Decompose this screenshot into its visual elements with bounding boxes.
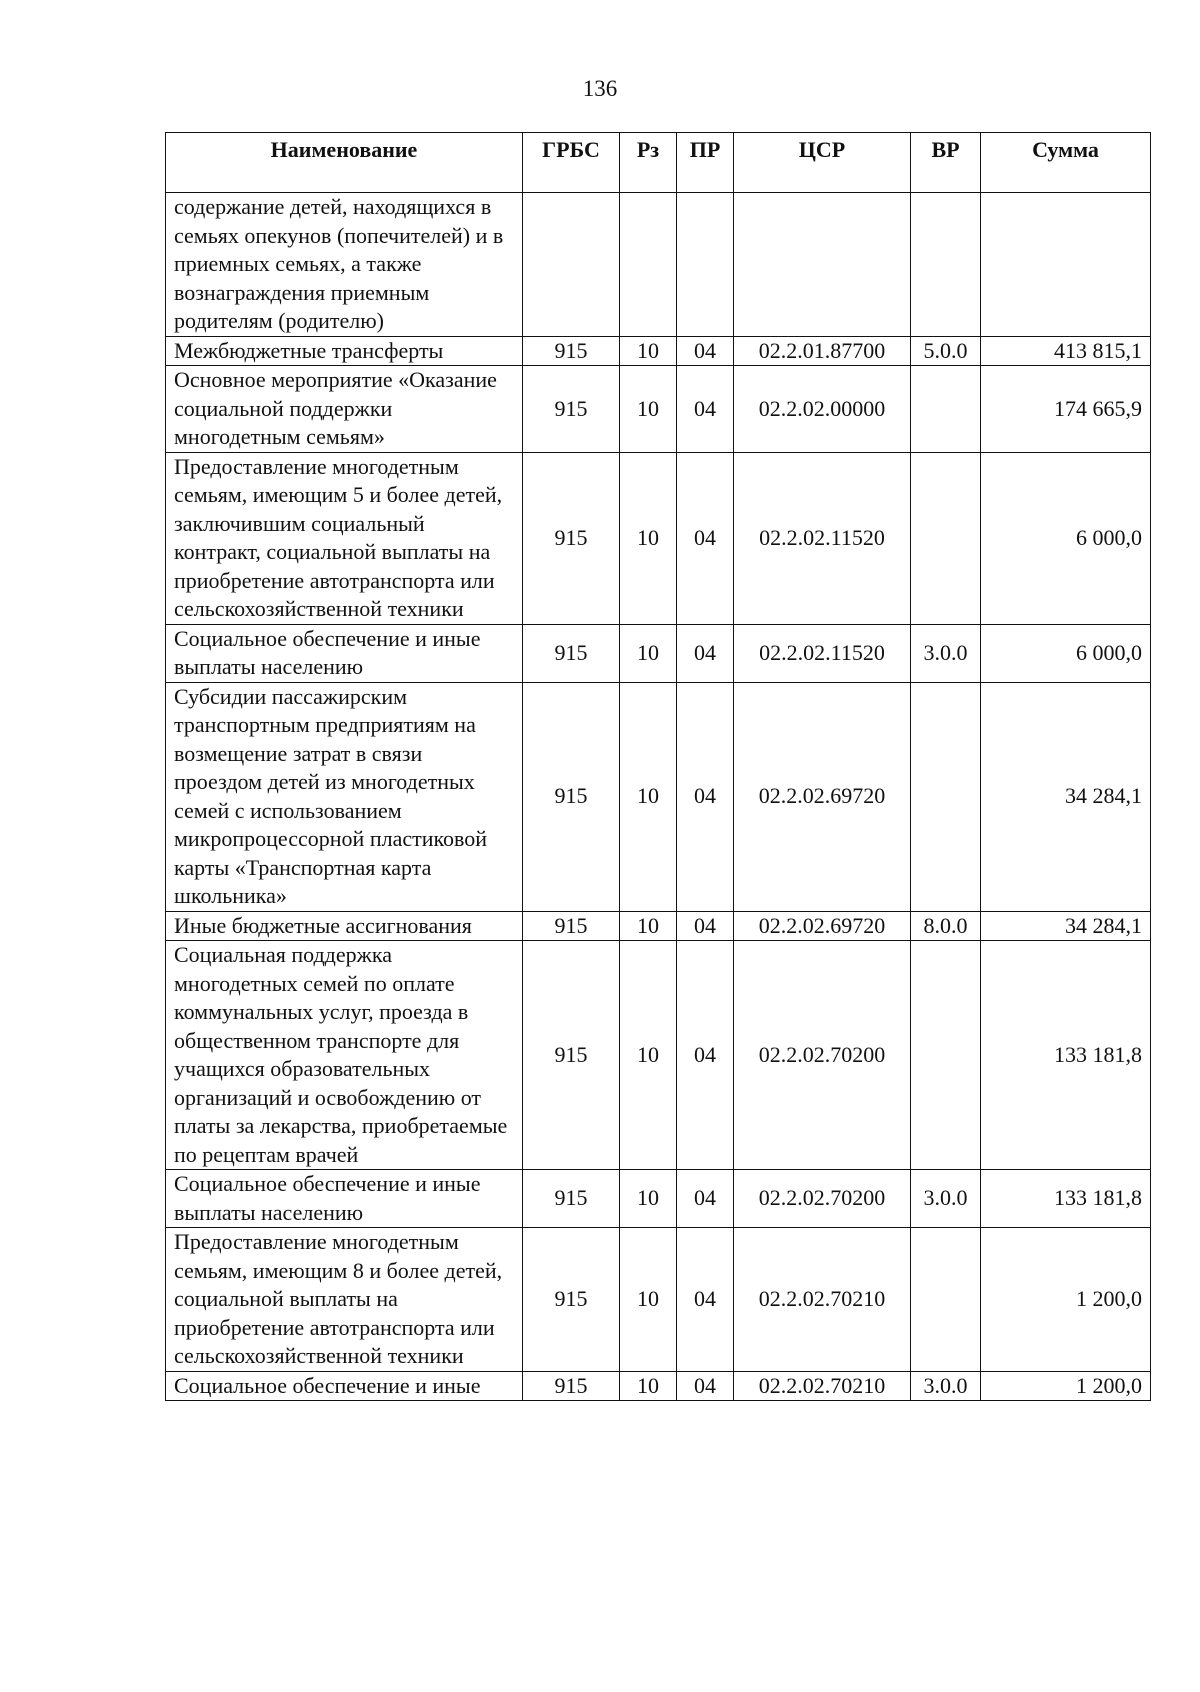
cell-grbs: 915	[523, 682, 620, 911]
cell-vr: 3.0.0	[911, 624, 981, 682]
cell-rz: 10	[620, 624, 677, 682]
cell-pr	[677, 193, 734, 337]
cell-vr	[911, 452, 981, 624]
table-header-row	[166, 133, 1151, 193]
cell-grbs: 915	[523, 941, 620, 1170]
cell-sum: 413 815,1	[981, 336, 1151, 366]
cell-rz: 10	[620, 366, 677, 453]
cell-pr: 04	[677, 1228, 734, 1372]
cell-vr	[911, 366, 981, 453]
cell-vr	[911, 682, 981, 911]
cell-name: Социальное обеспечение и иные	[166, 1371, 523, 1401]
cell-sum: 133 181,8	[981, 1170, 1151, 1228]
cell-sum	[981, 193, 1151, 337]
budget-table	[165, 132, 1151, 1401]
cell-vr	[911, 1228, 981, 1372]
table-row	[166, 1228, 1151, 1372]
cell-name: содержание детей, находящихся в семьях опекунов (попечителей) и в приемных семьях, а также вознаграждения приемным родителям (родителю)	[166, 193, 523, 337]
cell-name: Предоставление многодетным семьям, имеющим 5 и более детей, заключившим социальный контракт, социальной выплаты на приобретение автотранспорта или сельскохозяйственной техники	[166, 452, 523, 624]
cell-grbs: 915	[523, 1371, 620, 1401]
cell-vr	[911, 193, 981, 337]
header-vr: ВР	[911, 133, 981, 193]
cell-sum: 34 284,1	[981, 682, 1151, 911]
cell-vr: 5.0.0	[911, 336, 981, 366]
table-row	[166, 193, 1151, 337]
cell-vr: 3.0.0	[911, 1371, 981, 1401]
cell-vr: 8.0.0	[911, 911, 981, 941]
cell-rz: 10	[620, 1170, 677, 1228]
header-csr: ЦСР	[734, 133, 911, 193]
cell-vr	[911, 941, 981, 1170]
cell-csr	[734, 193, 911, 337]
table-row	[166, 1170, 1151, 1228]
cell-sum: 6 000,0	[981, 452, 1151, 624]
cell-name: Социальное обеспечение и иные выплаты населению	[166, 1170, 523, 1228]
cell-grbs: 915	[523, 366, 620, 453]
cell-csr: 02.2.02.11520	[734, 452, 911, 624]
cell-rz: 10	[620, 452, 677, 624]
cell-sum: 34 284,1	[981, 911, 1151, 941]
table-row	[166, 911, 1151, 941]
table-row	[166, 1371, 1151, 1401]
table-row	[166, 624, 1151, 682]
cell-pr: 04	[677, 941, 734, 1170]
table-row	[166, 366, 1151, 453]
cell-name: Предоставление многодетным семьям, имеющим 8 и более детей, социальной выплаты на приобретение автотранспорта или сельскохозяйственной техники	[166, 1228, 523, 1372]
cell-grbs	[523, 193, 620, 337]
cell-csr: 02.2.02.69720	[734, 682, 911, 911]
cell-name: Основное мероприятие «Оказание социальной поддержки многодетным семьям»	[166, 366, 523, 453]
header-name: Наименование	[166, 133, 523, 193]
table-row	[166, 682, 1151, 911]
cell-csr: 02.2.02.70210	[734, 1228, 911, 1372]
cell-csr: 02.2.02.00000	[734, 366, 911, 453]
cell-pr: 04	[677, 624, 734, 682]
cell-name: Социальная поддержка многодетных семей по оплате коммунальных услуг, проезда в общественном транспорте для учащихся образовательных организаций и освобождению от платы за лекарства, приобретаемые по рецептам врачей	[166, 941, 523, 1170]
cell-sum: 133 181,8	[981, 941, 1151, 1170]
cell-sum: 174 665,9	[981, 366, 1151, 453]
cell-name: Иные бюджетные ассигнования	[166, 911, 523, 941]
page-number: 136	[582, 76, 618, 101]
cell-rz: 10	[620, 1371, 677, 1401]
cell-sum: 6 000,0	[981, 624, 1151, 682]
cell-rz	[620, 193, 677, 337]
header-grbs: ГРБС	[523, 133, 620, 193]
cell-rz: 10	[620, 336, 677, 366]
cell-grbs: 915	[523, 911, 620, 941]
cell-vr: 3.0.0	[911, 1170, 981, 1228]
cell-grbs: 915	[523, 1228, 620, 1372]
cell-rz: 10	[620, 911, 677, 941]
cell-csr: 02.2.02.69720	[734, 911, 911, 941]
cell-rz: 10	[620, 1228, 677, 1372]
cell-name: Социальное обеспечение и иные выплаты населению	[166, 624, 523, 682]
cell-csr: 02.2.02.70200	[734, 941, 911, 1170]
header-rz: Рз	[620, 133, 677, 193]
table-row	[166, 452, 1151, 624]
cell-grbs: 915	[523, 624, 620, 682]
cell-pr: 04	[677, 452, 734, 624]
cell-sum: 1 200,0	[981, 1228, 1151, 1372]
cell-name: Субсидии пассажирским транспортным предприятиям на возмещение затрат в связи проездом детей из многодетных семей с использованием микропроцессорной пластиковой карты «Транспортная карта школьника»	[166, 682, 523, 911]
cell-csr: 02.2.02.70210	[734, 1371, 911, 1401]
cell-sum: 1 200,0	[981, 1371, 1151, 1401]
cell-rz: 10	[620, 941, 677, 1170]
cell-csr: 02.2.02.11520	[734, 624, 911, 682]
cell-pr: 04	[677, 682, 734, 911]
table-row	[166, 336, 1151, 366]
header-pr: ПР	[677, 133, 734, 193]
cell-pr: 04	[677, 366, 734, 453]
table-row	[166, 941, 1151, 1170]
cell-grbs: 915	[523, 336, 620, 366]
cell-grbs: 915	[523, 1170, 620, 1228]
header-sum: Сумма	[981, 133, 1151, 193]
cell-name: Межбюджетные трансферты	[166, 336, 523, 366]
cell-pr: 04	[677, 1170, 734, 1228]
cell-pr: 04	[677, 911, 734, 941]
cell-pr: 04	[677, 1371, 734, 1401]
cell-pr: 04	[677, 336, 734, 366]
cell-grbs: 915	[523, 452, 620, 624]
cell-rz: 10	[620, 682, 677, 911]
cell-csr: 02.2.02.70200	[734, 1170, 911, 1228]
cell-csr: 02.2.01.87700	[734, 336, 911, 366]
